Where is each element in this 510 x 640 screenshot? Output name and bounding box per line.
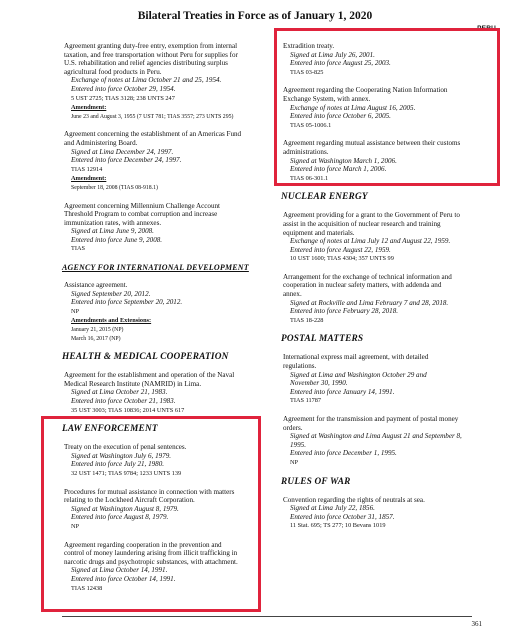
treaty-title-line: Agreement regarding cooperation in the prevention and [64, 540, 222, 549]
treaty-title-line: Threshold Program to combat corruption and increase [64, 210, 218, 219]
treaty-entry [283, 353, 493, 406]
amendment-citation: September 18, 2008 (TIAS 08-918.1) [71, 184, 158, 191]
treaty-entry [64, 202, 274, 255]
treaty-title-line: immunization rates, with annexes. [64, 218, 162, 227]
treaty-entry [283, 415, 493, 468]
amendment-heading: Amendment: [71, 175, 107, 183]
treaty-title-line: Assistance agreement. [64, 281, 128, 290]
amendment-heading: Amendment: [71, 104, 107, 112]
treaty-title-line: taxation, and free transportation without Peru for supplies for [64, 50, 238, 59]
treaty-entry [64, 130, 274, 192]
treaty-title-line: Agreement for the transmission and payment of postal money [283, 415, 459, 423]
treaty-title-line: Extradition treaty. [283, 42, 335, 50]
section-heading-agency-for-international-development: AGENCY FOR INTERNATIONAL DEVELOPMENT [62, 263, 249, 273]
treaty-title-line: Arrangement for the exchange of technical information and [283, 272, 452, 281]
amendment-heading: Amendments and Extensions: [71, 317, 152, 325]
section-heading-health-medical-cooperation: HEALTH & MEDICAL COOPERATION [62, 352, 229, 363]
treaty-title-line: orders. [283, 423, 303, 432]
treaty-entry [64, 42, 274, 121]
treaty-date-line: Signed at Lima July 22, 1856. [290, 504, 375, 513]
treaty-date-line: Signed at Washington August 8, 1979. [71, 504, 179, 513]
treaty-title-line: Medical Research Institute (NAMRID) in Lima. [64, 379, 202, 388]
treaty-date-line: Signed at Washington March 1, 2006. [290, 156, 397, 165]
treaty-date-line: Signed at Lima and Washington October 29 and [290, 370, 427, 379]
treaty-date-line: Signed at Lima October 21, 1983. [71, 388, 168, 397]
treaty-title-line: and Administering Board. [64, 138, 138, 147]
treaty-date-line: Entered into force August 22, 1959. [290, 245, 391, 254]
treaty-title-line: Agreement concerning Millennium Challenge Account [64, 201, 221, 210]
treaty-date-line: Exchange of notes at Lima October 21 and 25, 1954. [71, 76, 222, 85]
treaty-date-line: Entered into force March 1, 2006. [290, 165, 387, 174]
treaty-citation: 10 UST 1600; TIAS 4304; 357 UNTS 99 [290, 255, 394, 263]
treaty-citation: TIAS [71, 245, 85, 253]
treaty-title-line: Convention regarding the rights of neutrals at sea. [283, 495, 425, 504]
treaty-date-line: Entered into force October 31, 1857. [290, 512, 395, 521]
treaty-date-line: Entered into force August 8, 1979. [71, 513, 169, 522]
treaty-date-line: Entered into force December 1, 1995. [290, 449, 397, 458]
treaty-title-line: Agreement for the establishment and operation of the Naval [64, 371, 235, 380]
treaty-title-line: cooperation in nuclear safety matters, with addenda and [283, 281, 442, 290]
amendment-citation: January 21, 2015 (NP) [71, 327, 124, 334]
footer-rule [62, 616, 472, 617]
treaty-title-line: control of money laundering arising from illicit trafficking in [64, 549, 238, 558]
treaty-title-line: annex. [283, 290, 302, 299]
treaty-title-line: Agreement concerning the establishment of an Americas Fund [64, 130, 242, 139]
treaty-title-line: regulations. [283, 362, 317, 371]
section-heading-postal-matters: POSTAL MATTERS [281, 334, 364, 345]
section-heading-law-enforcement: LAW ENFORCEMENT [62, 424, 158, 435]
treaty-citation: NP [71, 307, 80, 315]
amendment-citation: June 23 and August 3, 1955 (7 UST 781; TIAS 3557; 273 UNTS 295) [71, 113, 234, 120]
treaty-title-line: U.S. rehabilitation and relief agencies distributing surplus [64, 59, 228, 68]
treaty-date-line: Signed at Lima December 24, 1997. [71, 147, 174, 156]
treaty-date-line: Signed at Washington and Lima August 21 and September 8, [290, 432, 462, 441]
treaty-date-line: Entered into force January 14, 1991. [290, 387, 395, 396]
treaty-date-line: Signed at Lima June 9, 2008. [71, 227, 154, 236]
treaty-entry [64, 281, 274, 343]
amendment-citation: March 16, 2017 (NP) [71, 335, 121, 342]
treaty-entry [283, 211, 493, 264]
treaty-entry [64, 371, 274, 415]
treaty-title-line: Agreement granting duty-free entry, exemption from internal [64, 42, 238, 50]
treaty-date-line: Entered into force September 20, 2012. [71, 298, 183, 307]
treaty-date-line: 1995. [290, 440, 306, 449]
treaty-title-line: Agreement providing for a grant to the Government of Peru to [283, 211, 460, 220]
treaty-date-line: Signed September 20, 2012. [71, 289, 151, 298]
treaty-date-line: Entered into force October 21, 1983. [71, 397, 176, 405]
treaty-entry [283, 273, 493, 326]
treaty-title-line: narcotic drugs and psychotropic substances, with attachment. [64, 557, 238, 566]
treaty-citation: 35 UST 3003; TIAS 10836; 2014 UNTS 617 [71, 406, 185, 414]
highlight-box-law-enforcement [41, 416, 261, 612]
treaty-citation: TIAS 05-1006.1 [290, 121, 332, 129]
treaty-date-line: Entered into force December 24, 1997. [71, 156, 182, 165]
highlight-box-law-enforcement-continued [274, 28, 500, 186]
treaty-title-line: relating to the Lockheed Aircraft Corporation. [64, 496, 195, 505]
treaty-title-line: Agreement regarding mutual assistance between their customs [283, 139, 461, 148]
treaty-date-line: Signed at Washington July 6, 1979. [71, 451, 172, 460]
treaty-title-line: Procedures for mutual assistance in connection with matters [64, 487, 235, 496]
page-number: 361 [471, 620, 482, 628]
treaty-citation: TIAS 12438 [71, 584, 103, 592]
treaty-citation: 32 UST 1471; TIAS 9784; 1233 UNTS 139 [71, 469, 182, 477]
treaty-citation: TIAS 18-228 [290, 316, 324, 324]
treaty-entry [283, 496, 493, 531]
treaty-date-line: Exchange of notes at Lima July 12 and August 22, 1959. [290, 237, 451, 246]
treaty-title-line: Exchange System, with annex. [283, 94, 371, 103]
treaty-title-line: equipment and materials. [283, 228, 355, 237]
treaty-citation: 5 UST 2725; TIAS 3128; 238 UNTS 247 [71, 94, 175, 102]
treaty-title-line: Agreement regarding the Cooperating Nation Information [283, 86, 448, 95]
treaty-citation: TIAS 06-301.1 [290, 174, 329, 182]
treaty-title-line: International express mail agreement, with detailed [283, 353, 429, 362]
treaty-title-line: Treaty on the execution of penal sentences. [64, 443, 187, 452]
treaty-title-line: assist in the acquisition of nuclear research and training [283, 219, 441, 228]
treaty-date-line: Signed at Lima July 26, 2001. [290, 50, 375, 59]
treaty-date-line: Entered into force October 29, 1954. [71, 84, 176, 93]
page-title: Bilateral Treaties in Force as of January 1, 2020 [137, 10, 373, 22]
treaty-citation: TIAS 11787 [290, 397, 322, 405]
treaty-title-line: agricultural food products in Peru. [64, 67, 162, 76]
treaty-date-line: Entered into force October 6, 2005. [290, 112, 391, 121]
country-label: PERU [477, 25, 496, 32]
treaty-date-line: Signed at Lima October 14, 1991. [71, 566, 168, 575]
treaty-date-line: Entered into force October 14, 1991. [71, 574, 176, 583]
section-heading-nuclear-energy: NUCLEAR ENERGY [281, 192, 368, 203]
treaty-date-line: Signed at Rockville and Lima February 7 and 28, 2018. [290, 298, 449, 307]
treaty-date-line: Entered into force July 21, 1980. [71, 460, 165, 469]
treaty-date-line: Entered into force June 9, 2008. [71, 235, 163, 244]
treaty-citation: TIAS 03-825 [290, 68, 324, 76]
treaty-date-line: Exchange of notes at Lima August 16, 2005. [290, 103, 416, 112]
treaty-citation: TIAS 12914 [71, 165, 103, 173]
treaty-date-line: Entered into force February 28, 2018. [290, 307, 399, 316]
treaty-citation: 11 Stat. 695; TS 277; 10 Bevans 1019 [290, 522, 386, 530]
treaty-citation: NP [71, 522, 80, 530]
treaty-title-line: administrations. [283, 147, 329, 156]
section-heading-rules-of-war: RULES OF WAR [281, 476, 351, 487]
treaty-citation: NP [290, 458, 299, 466]
treaty-date-line: Entered into force August 25, 2003. [290, 59, 391, 68]
treaty-date-line: November 30, 1990. [290, 379, 348, 388]
